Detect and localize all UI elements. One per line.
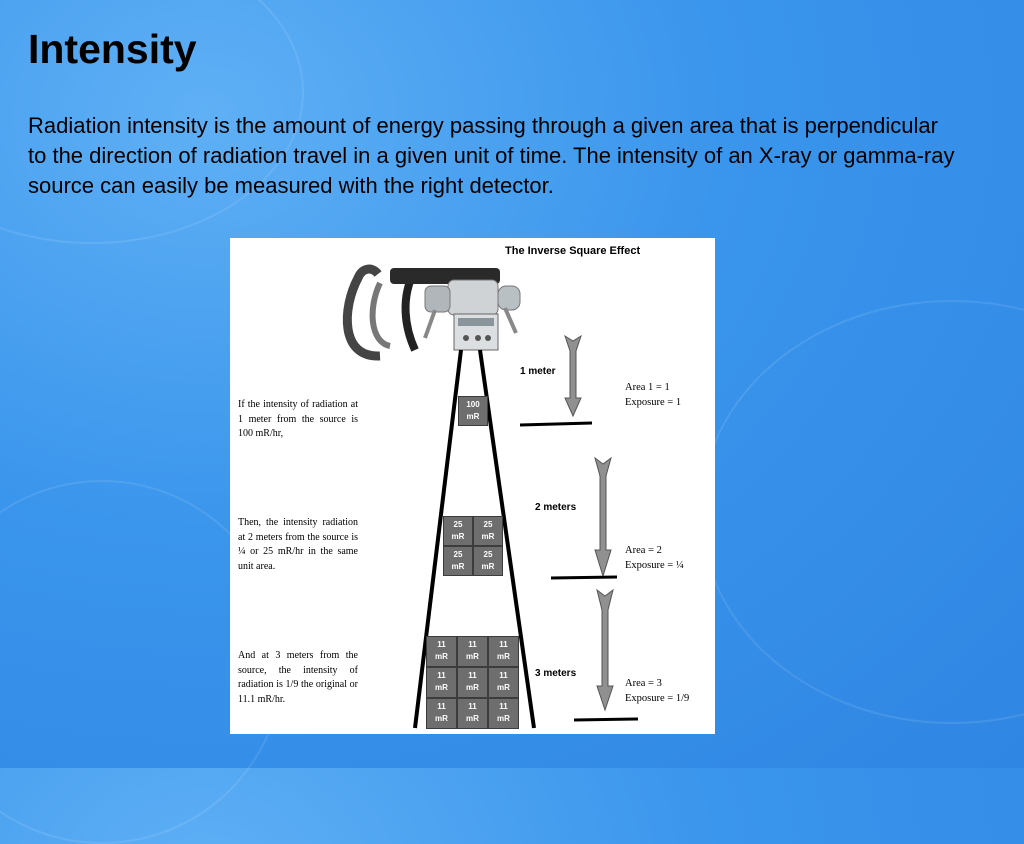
- detector-bar: [551, 577, 617, 578]
- unit-area-cell: [457, 667, 488, 698]
- distance-label: 3 meters: [535, 668, 577, 679]
- intro-paragraph: Radiation intensity is the amount of energy passing through a given area that is perpendicular to the direction of radiation travel in a given unit of time. The intensity of an X-ray or gamma-ray source can easily be measured with the right detector.: [28, 113, 955, 198]
- cell-unit: mR: [497, 683, 510, 692]
- cell-value: 11: [437, 640, 446, 649]
- inverse-square-figure: [230, 238, 715, 734]
- exposure-label: Exposure = 1/9: [625, 693, 690, 704]
- note-3: And at 3 meters from the source, the intensity of radiation is 1/9 the original or 11.1 mR/hr.: [238, 650, 358, 706]
- unit-area-cell: [457, 698, 488, 729]
- unit-area-cell: [458, 396, 488, 426]
- down-arrow-icon: [597, 590, 613, 710]
- area-label: Area 1 = 1: [625, 382, 670, 393]
- unit-area-cell: [426, 667, 457, 698]
- note-1: If the intensity of radiation at 1 meter from the source is 100 mR/hr,: [238, 399, 358, 440]
- unit-area-cell: [457, 636, 488, 667]
- unit-area-cell: [473, 516, 503, 546]
- area-label: Area = 3: [625, 678, 662, 689]
- cell-unit: mR: [466, 683, 479, 692]
- cell-unit: mR: [481, 532, 495, 541]
- unit-area-cell: [488, 667, 519, 698]
- cell-value: 11: [437, 702, 446, 711]
- cell-unit: mR: [466, 412, 480, 421]
- cell-value: 11: [499, 640, 508, 649]
- figure-title: The Inverse Square Effect: [505, 245, 641, 257]
- detector-bar: [520, 423, 592, 425]
- cell-value: 11: [468, 640, 477, 649]
- detector-bar: [574, 719, 638, 720]
- cell-unit: mR: [497, 652, 510, 661]
- distance-label: 2 meters: [535, 502, 577, 513]
- slide-title: Intensity: [28, 26, 197, 72]
- unit-area-cell: [426, 636, 457, 667]
- down-arrow-icon: [565, 336, 581, 416]
- exposure-label: Exposure = 1: [625, 397, 682, 408]
- cell-unit: mR: [466, 652, 479, 661]
- cell-unit: mR: [481, 562, 495, 571]
- cell-value: 11: [499, 671, 508, 680]
- area-exposure-3: [625, 676, 689, 706]
- background-swirl: [700, 300, 1024, 724]
- cell-value: 11: [437, 671, 446, 680]
- cell-value: 25: [483, 550, 493, 559]
- unit-area-cell: [426, 698, 457, 729]
- cell-unit: mR: [435, 683, 448, 692]
- note-2: Then, the intensity radiation at 2 meters from the source is ¼ or 25 mR/hr in the same unit area.: [238, 517, 358, 573]
- area-exposure-2: [625, 543, 684, 573]
- cell-unit: mR: [451, 562, 465, 571]
- cell-value: 25: [453, 550, 463, 559]
- cell-value: 11: [468, 671, 477, 680]
- down-arrow-icon: [595, 458, 611, 576]
- unit-area-cell: [488, 636, 519, 667]
- cell-unit: mR: [435, 714, 448, 723]
- cell-value: 25: [483, 520, 493, 529]
- cell-unit: mR: [497, 714, 510, 723]
- xray-machine-icon: [347, 268, 520, 356]
- cell-unit: mR: [435, 652, 448, 661]
- cell-value: 25: [453, 520, 463, 529]
- cell-value: 11: [468, 702, 477, 711]
- unit-area-cell: [488, 698, 519, 729]
- distance-label: 1 meter: [520, 366, 556, 377]
- cell-unit: mR: [451, 532, 465, 541]
- exposure-label: Exposure = ¼: [625, 560, 684, 571]
- area-label: Area = 2: [625, 545, 662, 556]
- cell-value: 100: [466, 400, 480, 409]
- area-exposure-1: [625, 380, 681, 410]
- cell-value: 11: [499, 702, 508, 711]
- unit-area-cell: [443, 516, 473, 546]
- cell-unit: mR: [466, 714, 479, 723]
- unit-area-cell: [473, 546, 503, 576]
- unit-area-cell: [443, 546, 473, 576]
